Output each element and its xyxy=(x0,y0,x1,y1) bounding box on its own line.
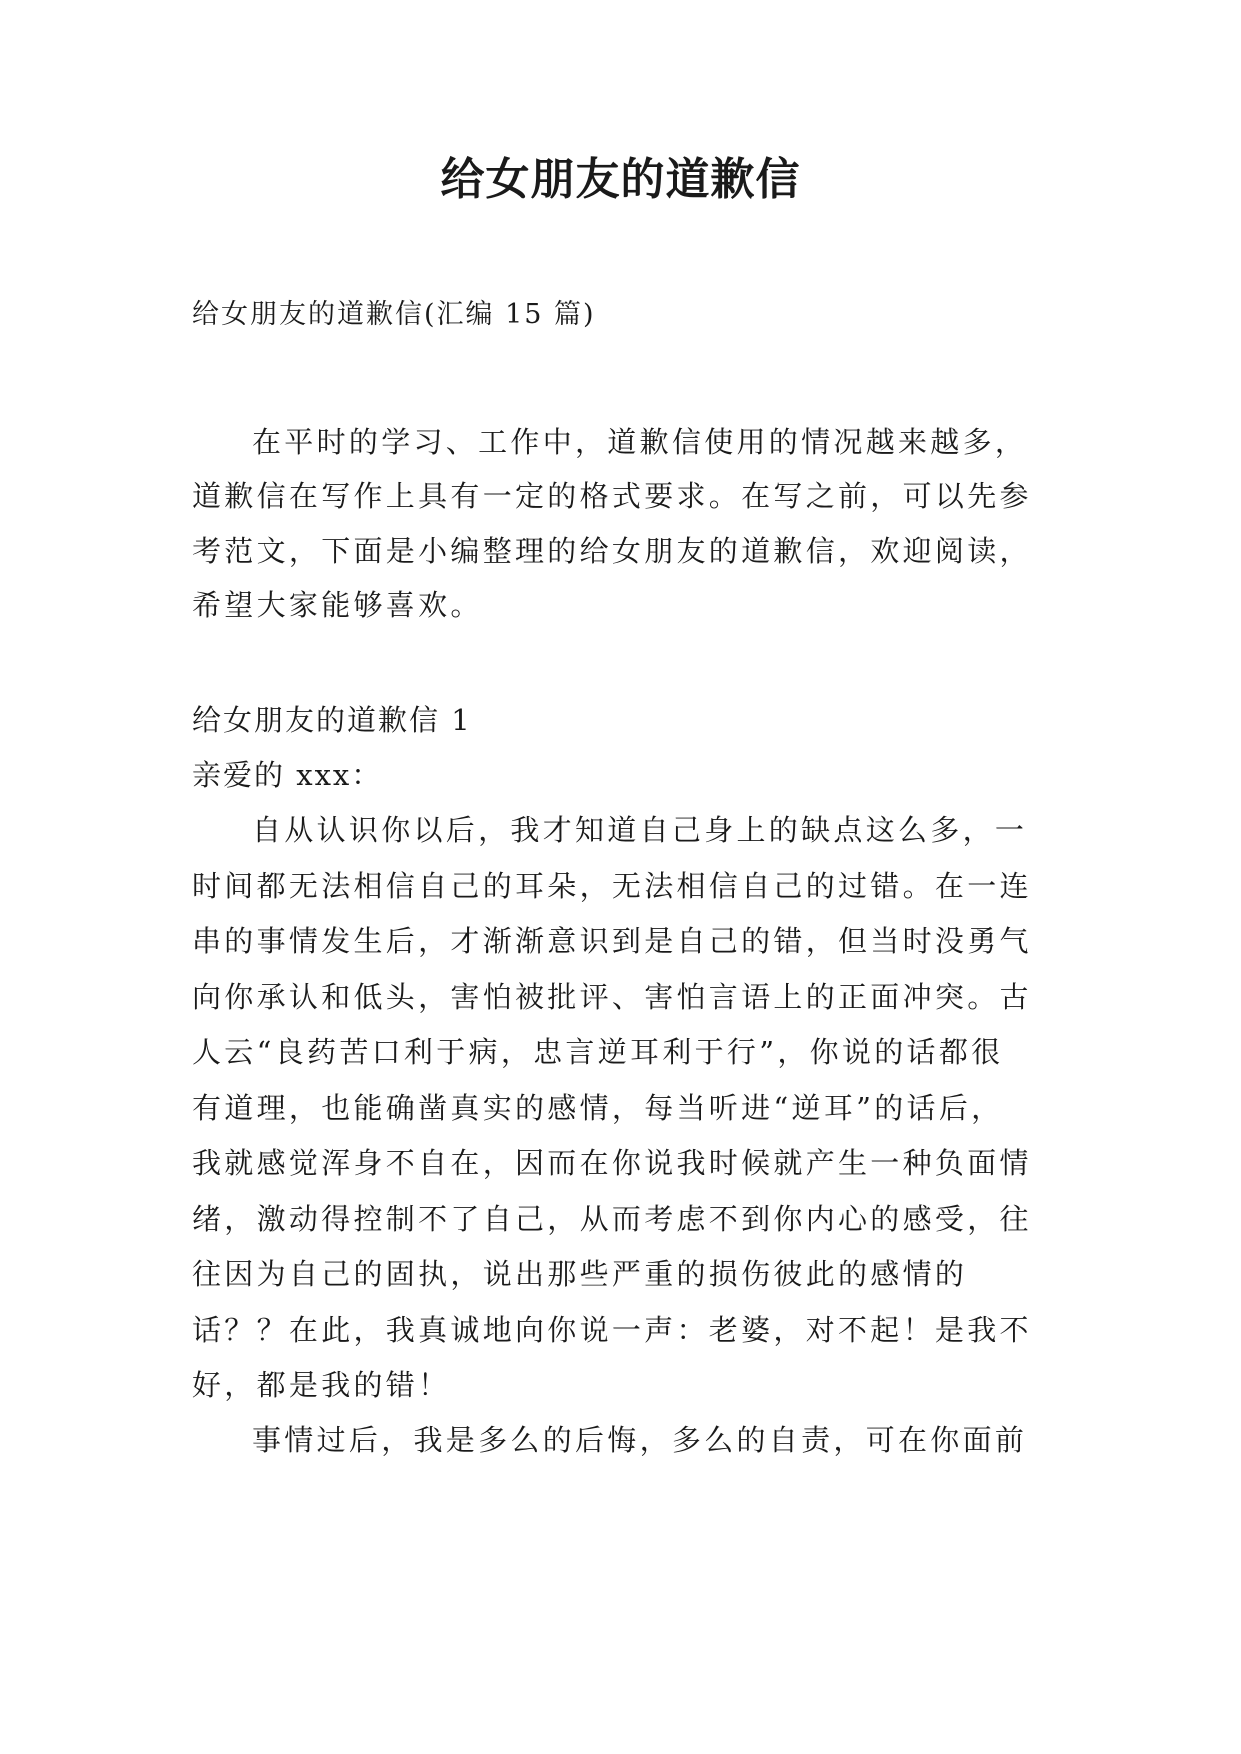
paragraph-line: 绪，激动得控制不了自己，从而考虑不到你内心的感受，往 xyxy=(192,1202,1032,1236)
paragraph-line: 我就感觉浑身不自在，因而在你说我时候就产生一种负面情 xyxy=(192,1146,1032,1180)
paragraph-line: 自从认识你以后，我才知道自己身上的缺点这么多，一 xyxy=(252,813,1028,847)
paragraph-line: 串的事情发生后，才渐渐意识到是自己的错，但当时没勇气 xyxy=(192,924,1032,958)
document-subtitle: 给女朋友的道歉信(汇编 15 篇) xyxy=(192,299,596,330)
paragraph-line: 往因为自己的固执，说出那些严重的损伤彼此的感情的 xyxy=(192,1257,968,1291)
intro-line: 在平时的学习、工作中，道歉信使用的情况越来越多， xyxy=(252,425,1028,459)
paragraph-line: 好，都是我的错！ xyxy=(192,1368,451,1402)
intro-line: 道歉信在写作上具有一定的格式要求。在写之前，可以先参 xyxy=(192,479,1032,513)
paragraph-line: 人云“良药苦口利于病，忠言逆耳利于行”，你说的话都很 xyxy=(192,1035,1004,1069)
paragraph-line: 向你承认和低头，害怕被批评、害怕言语上的正面冲突。古 xyxy=(192,980,1032,1014)
intro-line: 考范文，下面是小编整理的给女朋友的道歉信，欢迎阅读， xyxy=(192,534,1032,568)
paragraph-line: 有道理，也能确凿真实的感情，每当听进“逆耳”的话后， xyxy=(192,1091,1004,1125)
intro-line: 希望大家能够喜欢。 xyxy=(192,588,483,622)
paragraph-line: 话？？在此，我真诚地向你说一声：老婆，对不起！是我不 xyxy=(192,1313,1032,1347)
salutation: 亲爱的 xxx： xyxy=(192,758,383,792)
section-heading: 给女朋友的道歉信 1 xyxy=(192,703,472,737)
paragraph-line: 事情过后，我是多么的后悔，多么的自责，可在你面前 xyxy=(252,1423,1028,1457)
paragraph-line: 时间都无法相信自己的耳朵，无法相信自己的过错。在一连 xyxy=(192,869,1032,903)
document-title: 给女朋友的道歉信 xyxy=(440,154,801,205)
